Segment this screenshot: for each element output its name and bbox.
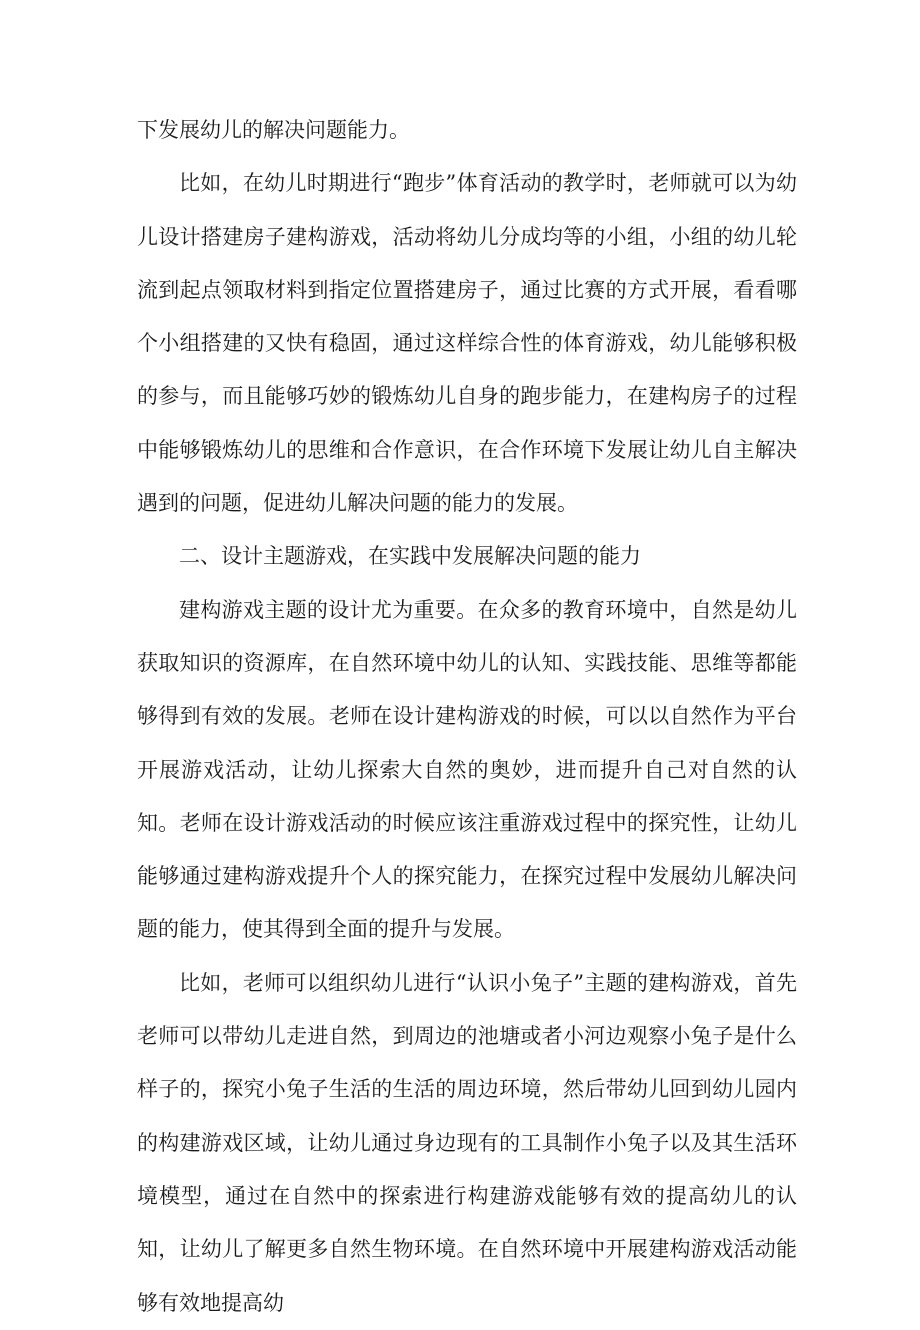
paragraph-3: 建构游戏主题的设计尤为重要。在众多的教育环境中，自然是幼儿获取知识的资源库，在自然环境中幼儿的认知、实践技能、思维等都能够得到有效的发展。老师在设计建构游戏的时候，可以以自然作为平台开展游戏活动，让幼儿探索大自然的奥妙，进而提升自己对自然的认知。老师在设计游戏活动的时候应该注重游戏过程中的探究性，让幼儿能够通过建构游戏提升个人的探究能力，在探究过程中发展幼儿解决问题的能力，使其得到全面的提升与发展。 (137, 597, 797, 942)
paragraph-4: 比如，老师可以组织幼儿进行“认识小兔子”主题的建构游戏，首先老师可以带幼儿走进自然，到周边的池塘或者小河边观察小兔子是什么样子的，探究小兔子生活的生活的周边环境，然后带幼儿回到幼儿园内的构建游戏区域，让幼儿通过身边现有的工具制作小兔子以及其生活环境模型，通过在自然中的探索进行构建游戏能够有效的提高幼儿的认知，让幼儿了解更多自然生物环境。在自然环境中开展建构游戏活动能够有效地提高幼 (137, 970, 797, 1315)
section-heading: 二、设计主题游戏，在实践中发展解决问题的能力 (179, 544, 641, 569)
paragraph-1: 下发展幼儿的解决问题能力。 (137, 118, 410, 142)
paragraph-2: 比如，在幼儿时期进行“跑步”体育活动的教学时，老师就可以为幼儿设计搭建房子建构游戏，活动将幼儿分成均等的小组，小组的幼儿轮流到起点领取材料到指定位置搭建房子，通过比赛的方式开展，看看哪个小组搭建的又快有稳固，通过这样综合性的体育游戏，幼儿能够积极的参与，而且能够巧妙的锻炼幼儿自身的跑步能力，在建构房子的过程中能够锻炼幼儿的思维和合作意识，在合作环境下发展让幼儿自主解决遇到的问题，促进幼儿解决问题的能力的发展。 (137, 171, 797, 516)
document-body (137, 104, 797, 1330)
